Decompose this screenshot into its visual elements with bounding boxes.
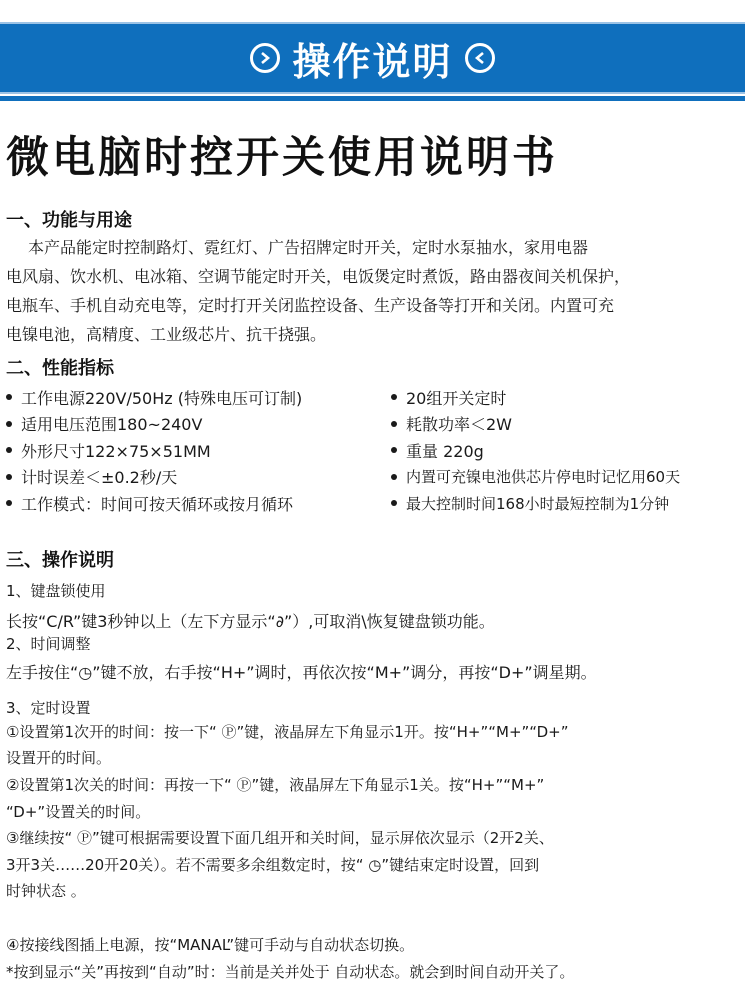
section-heading-functions: 一、功能与用途 xyxy=(6,210,132,231)
spec-item xyxy=(6,464,302,491)
specs-right-column xyxy=(391,384,680,517)
bullet-icon xyxy=(391,500,397,506)
spec-item xyxy=(6,384,302,411)
paragraph-line: 电风扇、饮水机、电冰箱、空调节能定时开关，电饭煲定时煮饭，路由器夜间关机保护， xyxy=(6,267,631,286)
step-text-setup-3-end: 时钟状态 。 xyxy=(6,882,86,900)
step-heading-time-adjust: 2、时间调整 xyxy=(6,635,91,653)
step-text-time-adjust: 左手按住“◷”键不放，右手按“H+”调时，再依次按“M+”调分，再按“D+”调星期。 xyxy=(6,663,597,682)
paragraph-line: 本产品能定时控制路灯、霓红灯、广告招牌定时开关，定时水泵抽水，家用电器 xyxy=(28,238,589,257)
spec-text: 工作电源220V/50Hz (特殊电压可订制) xyxy=(21,388,303,408)
spec-item xyxy=(6,411,302,438)
spec-text: 外形尺寸122×75×51MM xyxy=(21,441,211,461)
specs-list xyxy=(6,384,741,524)
step-text-note: *按到显示“关”再按到“自动”时：当前是关并处于 自动状态。就会到时间自动开关了。 xyxy=(6,963,575,981)
bullet-icon xyxy=(391,394,397,400)
spec-item xyxy=(391,490,680,517)
spec-item xyxy=(6,490,302,517)
paragraph-line: 电镍电池，高精度、工业级芯片、抗干挠强。 xyxy=(6,325,327,344)
spec-text: 计时误差＜±0.2秒/天 xyxy=(21,468,178,488)
spec-text: 内置可充镍电池供芯片停电时记忆用60天 xyxy=(406,468,681,487)
step-text-keylock: 长按“C/R”键3秒钟以上（左下方显示“∂”）,可取消\恢复键盘锁功能。 xyxy=(6,612,495,631)
bullet-icon xyxy=(6,500,12,506)
step-text-setup-2-cont: “D+”设置关的时间。 xyxy=(6,803,151,821)
step-text-setup-1-cont: 设置开的时间。 xyxy=(6,749,112,767)
bullet-icon xyxy=(6,394,12,400)
step-text-power-manual: ④按接线图插上电源，按“MANAL”键可手动与自动状态切换。 xyxy=(6,936,415,954)
bullet-icon xyxy=(391,447,397,453)
bullet-icon xyxy=(6,421,12,427)
bullet-icon xyxy=(6,474,12,480)
step-text-setup-3: ③继续按“ Ⓟ”键可根据需要设置下面几组开和关时间，显示屏依次显示（2开2关、 xyxy=(6,829,554,847)
step-text-setup-1: ①设置第1次开的时间：按一下“ Ⓟ”键，液晶屏左下角显示1开。按“H+”“M+”“D+” xyxy=(6,723,569,741)
banner-title: 操作说明 xyxy=(292,39,453,84)
bullet-icon xyxy=(391,421,397,427)
bullet-icon xyxy=(391,474,397,480)
spec-item xyxy=(6,437,302,464)
section-heading-operation: 三、操作说明 xyxy=(6,550,114,571)
bullet-icon xyxy=(6,447,12,453)
spec-text: 最大控制时间168小时最短控制为1分钟 xyxy=(406,494,670,513)
spec-item xyxy=(391,464,680,491)
section-heading-specs: 二、性能指标 xyxy=(6,358,114,379)
step-text-setup-2: ②设置第1次关的时间：再按一下“ Ⓟ”键，液晶屏左下角显示1关。按“H+”“M+” xyxy=(6,776,545,794)
banner-underline xyxy=(0,96,745,101)
spec-text: 耗散功率＜2W xyxy=(406,415,513,435)
paragraph-line: 电瓶车、手机自动充电等，定时打开关闭监控设备、生产设备等打开和关闭。内置可充 xyxy=(6,296,615,315)
document-title: 微电脑时控开关使用说明书 xyxy=(6,133,558,183)
spec-text: 工作模式：时间可按天循环或按月循环 xyxy=(21,494,294,514)
spec-item xyxy=(391,437,680,464)
spec-text: 20组开关定时 xyxy=(406,388,507,408)
spec-text: 重量 220g xyxy=(406,441,484,461)
spec-text: 适用电压范围180~240V xyxy=(21,415,203,435)
spec-item xyxy=(391,411,680,438)
spec-item xyxy=(391,384,680,411)
step-heading-timer-setup: 3、定时设置 xyxy=(6,699,91,717)
header-banner xyxy=(0,22,745,94)
section-functions-body xyxy=(6,233,741,349)
circled-arrow-left-icon xyxy=(465,43,495,73)
step-heading-keylock: 1、键盘锁使用 xyxy=(6,582,106,600)
circled-arrow-right-icon xyxy=(250,43,280,73)
specs-left-column xyxy=(6,384,302,517)
step-text-setup-3-cont: 3开3关……20开20关）。若不需要多余组数定时，按“ ◷”键结束定时设置，回到 xyxy=(6,856,540,874)
